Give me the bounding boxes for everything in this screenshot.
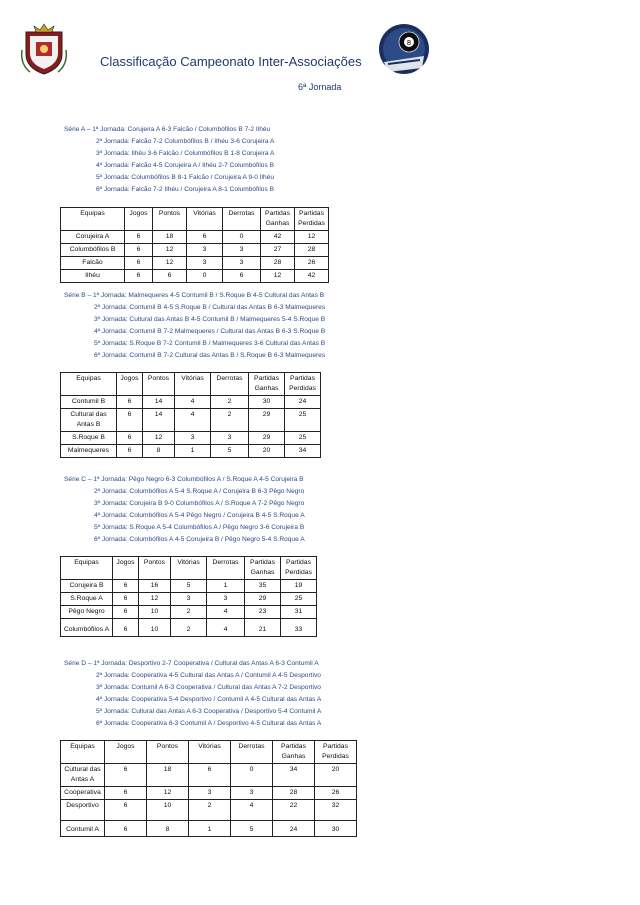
- team-name: Malmequeres: [61, 445, 117, 458]
- cell: 0: [187, 270, 223, 283]
- table-row: [61, 800, 357, 821]
- round-line: Série A – 1ª Jornada: Corujeira A 6-3 Falcão / Columbófilos B 7-2 Ilhéu: [64, 126, 271, 133]
- cell: 10: [139, 619, 171, 637]
- round-line: Série D – 1ª Jornada: Desportivo 2-7 Cooperativa / Cultural das Antas A 6-3 Contumil A: [64, 660, 319, 667]
- cell: 34: [285, 445, 321, 458]
- cell: 4: [207, 606, 245, 619]
- cell: 20: [315, 764, 357, 787]
- cell: 31: [281, 606, 317, 619]
- column-header: Jogos: [113, 557, 139, 580]
- cell: 5: [211, 445, 249, 458]
- table-row: [61, 619, 317, 637]
- cell: 42: [261, 231, 295, 244]
- round-line: 5ª Jornada: S.Roque A 5-4 Columbófilos A / Pêgo Negro 3-6 Corujeira B: [94, 524, 305, 531]
- column-header: Vitórias: [175, 373, 211, 396]
- round-line: 4ª Jornada: Columbófilos A 5-4 Pêgo Negro / Corujeira B 4-5 S.Roque A: [94, 512, 305, 519]
- cell: 25: [285, 409, 321, 432]
- cell: 6: [105, 800, 147, 821]
- cell: 20: [249, 445, 285, 458]
- cell: 34: [273, 764, 315, 787]
- table-row: [61, 432, 321, 445]
- table-row: [61, 409, 321, 432]
- column-header: Derrotas: [231, 741, 273, 764]
- cell: 6: [113, 580, 139, 593]
- round-line: 6ª Jornada: Contumil B 7-2 Cultural das Antas B / S.Roque B 6-3 Malmequeres: [94, 352, 326, 359]
- table-row: [61, 593, 317, 606]
- team-name: Columbófilos B: [61, 244, 125, 257]
- cell: 35: [245, 580, 281, 593]
- cell: 30: [315, 821, 357, 837]
- cell: 6: [125, 257, 153, 270]
- cell: 3: [223, 257, 261, 270]
- cell: 1: [175, 445, 211, 458]
- cell: 14: [143, 409, 175, 432]
- cell: 3: [171, 593, 207, 606]
- round-line: Série B – 1ª Jornada: Malmequeres 4-5 Contumil B / S.Roque B 4-5 Cultural das Antas B: [64, 292, 325, 299]
- team-name: S.Roque B: [61, 432, 117, 445]
- table-header-row: [61, 373, 321, 396]
- round-line: 5ª Jornada: Columbófilos B 8-1 Falcão / Corujeira A 9-0 Ilhéu: [96, 174, 275, 181]
- cell: 6: [125, 244, 153, 257]
- cell: 6: [125, 231, 153, 244]
- cell: 12: [139, 593, 171, 606]
- team-name: Corujeira A: [61, 231, 125, 244]
- cell: 18: [147, 764, 189, 787]
- cell: 27: [261, 244, 295, 257]
- cell: 24: [273, 821, 315, 837]
- table-header-row: [61, 741, 357, 764]
- column-header: Pontos: [139, 557, 171, 580]
- table-row: [61, 606, 317, 619]
- cell: 29: [249, 432, 285, 445]
- table-row: [61, 231, 329, 244]
- round-line: 3ª Jornada: Ilhéu 3-6 Falcão / Columbófilos B 1-8 Corujeira A: [96, 150, 275, 157]
- round-line: 6ª Jornada: Falcão 7-2 Ilhéu / Corujeira A 8-1 Columbófilos B: [96, 186, 275, 193]
- round-line: 3ª Jornada: Corujeira B 9-0 Columbófilos A / S.Roque A 7-2 Pêgo Negro: [94, 500, 305, 507]
- column-header: Partidas Ganhas: [249, 373, 285, 396]
- page-title: Classificação Campeonato Inter-Associações: [100, 54, 362, 69]
- cell: 4: [175, 409, 211, 432]
- round-line: 3ª Jornada: Cultural das Antas B 4-5 Contumil B / Malmequeres 5-4 S.Roque B: [94, 316, 326, 323]
- cell: 30: [249, 396, 285, 409]
- cell: 6: [223, 270, 261, 283]
- column-header: Derrotas: [223, 208, 261, 231]
- cell: 4: [175, 396, 211, 409]
- cell: 8: [147, 821, 189, 837]
- column-header: Partidas Perdidas: [285, 373, 321, 396]
- cell: 2: [171, 606, 207, 619]
- cell: 14: [143, 396, 175, 409]
- cell: 29: [249, 409, 285, 432]
- table-row: [61, 580, 317, 593]
- table-row: [61, 257, 329, 270]
- team-name: Ilhéu: [61, 270, 125, 283]
- cell: 6: [117, 445, 143, 458]
- cell: 6: [105, 764, 147, 787]
- cell: 6: [113, 593, 139, 606]
- team-name: Falcão: [61, 257, 125, 270]
- team-name: Desportivo: [61, 800, 105, 821]
- cell: 24: [285, 396, 321, 409]
- table-header-row: [61, 557, 317, 580]
- cell: 2: [171, 619, 207, 637]
- cell: 19: [281, 580, 317, 593]
- cell: 6: [125, 270, 153, 283]
- round-line: 2ª Jornada: Falcão 7-2 Columbófilos B / Ilhéu 3-6 Corujeira A: [96, 138, 275, 145]
- team-name: Pêgo Negro: [61, 606, 113, 619]
- table-row: [61, 244, 329, 257]
- column-header: Jogos: [117, 373, 143, 396]
- series-b-standings-table: [60, 372, 321, 458]
- cell: 12: [261, 270, 295, 283]
- cell: 23: [245, 606, 281, 619]
- cell: 3: [187, 257, 223, 270]
- cell: 6: [153, 270, 187, 283]
- cell: 6: [117, 432, 143, 445]
- round-line: 2ª Jornada: Cooperativa 4-5 Cultural das Antas A / Contumil A 4-5 Desportivo: [96, 672, 321, 679]
- cell: 10: [147, 800, 189, 821]
- cell: 22: [273, 800, 315, 821]
- column-header: Equipas: [61, 741, 105, 764]
- cell: 28: [273, 787, 315, 800]
- round-line: 2ª Jornada: Columbófilos A 5-4 S.Roque A / Corujeira B 6-3 Pêgo Negro: [94, 488, 305, 495]
- cell: 0: [231, 764, 273, 787]
- column-header: Equipas: [61, 557, 113, 580]
- cell: 6: [117, 409, 143, 432]
- series-a-standings-table: [60, 207, 329, 283]
- cell: 12: [147, 787, 189, 800]
- cell: 12: [153, 257, 187, 270]
- cell: 3: [231, 787, 273, 800]
- cell: 3: [223, 244, 261, 257]
- team-name: Cultural das Antas A: [61, 764, 105, 787]
- cell: 18: [153, 231, 187, 244]
- cell: 3: [175, 432, 211, 445]
- club-crest-logo: [20, 20, 68, 76]
- column-header: Equipas: [61, 208, 125, 231]
- column-header: Equipas: [61, 373, 117, 396]
- table-row: [61, 270, 329, 283]
- cell: 6: [113, 619, 139, 637]
- cell: 2: [211, 396, 249, 409]
- table-header-row: [61, 208, 329, 231]
- round-line: 6ª Jornada: Columbófilos A 4-5 Corujeira B / Pêgo Negro 5-4 S.Roque A: [94, 536, 305, 543]
- column-header: Partidas Perdidas: [295, 208, 329, 231]
- cell: 12: [295, 231, 329, 244]
- cell: 6: [117, 396, 143, 409]
- cell: 26: [315, 787, 357, 800]
- cell: 21: [245, 619, 281, 637]
- round-line: 4ª Jornada: Falcão 4-5 Corujeira A / Ilhéu 2-7 Columbófilos B: [96, 162, 275, 169]
- svg-text:8: 8: [406, 39, 412, 47]
- column-header: Jogos: [125, 208, 153, 231]
- billiard-ball-logo: [376, 22, 432, 76]
- cell: 1: [207, 580, 245, 593]
- round-subtitle: 6ª Jornada: [298, 82, 342, 92]
- column-header: Pontos: [147, 741, 189, 764]
- cell: 1: [189, 821, 231, 837]
- column-header: Vitórias: [187, 208, 223, 231]
- table-row: [61, 396, 321, 409]
- round-line: 6ª Jornada: Cooperativa 6-3 Contumil A / Desportivo 4-5 Cultural das Antas A: [96, 720, 322, 727]
- table-row: [61, 821, 357, 837]
- cell: 29: [245, 593, 281, 606]
- cell: 10: [139, 606, 171, 619]
- column-header: Derrotas: [211, 373, 249, 396]
- team-name: Contumil A: [61, 821, 105, 837]
- cell: 2: [211, 409, 249, 432]
- round-line: 2ª Jornada: Contumil B 4-5 S.Roque B / Cultural das Antas B 6-3 Malmequeres: [94, 304, 326, 311]
- cell: 3: [211, 432, 249, 445]
- cell: 6: [113, 606, 139, 619]
- round-line: 5ª Jornada: S.Roque B 7-2 Contumil B / Malmequeres 3-6 Cultural das Antas B: [94, 340, 326, 347]
- table-row: [61, 787, 357, 800]
- cell: 5: [171, 580, 207, 593]
- cell: 2: [189, 800, 231, 821]
- cell: 3: [187, 244, 223, 257]
- cell: 5: [231, 821, 273, 837]
- cell: 42: [295, 270, 329, 283]
- round-line: 4ª Jornada: Cooperativa 5-4 Desportivo / Contumil A 4-5 Cultural das Antas A: [96, 696, 322, 703]
- table-row: [61, 445, 321, 458]
- column-header: Partidas Ganhas: [273, 741, 315, 764]
- team-name: Columbófilos A: [61, 619, 113, 637]
- cell: 0: [223, 231, 261, 244]
- column-header: Partidas Perdidas: [281, 557, 317, 580]
- cell: 12: [153, 244, 187, 257]
- round-line: Série C – 1ª Jornada: Pêgo Negro 6-3 Columbófilos A / S.Roque A 4-5 Corujeira B: [64, 476, 304, 483]
- cell: 6: [105, 787, 147, 800]
- series-d-standings-table: [60, 740, 357, 837]
- column-header: Partidas Perdidas: [315, 741, 357, 764]
- cell: 28: [295, 244, 329, 257]
- team-name: Cultural das Antas B: [61, 409, 117, 432]
- column-header: Partidas Ganhas: [261, 208, 295, 231]
- column-header: Vitórias: [189, 741, 231, 764]
- round-line: 5ª Jornada: Cultural das Antas A 6-3 Cooperativa / Desportivo 5-4 Contumil A: [96, 708, 322, 715]
- cell: 26: [295, 257, 329, 270]
- column-header: Pontos: [143, 373, 175, 396]
- cell: 28: [261, 257, 295, 270]
- column-header: Pontos: [153, 208, 187, 231]
- team-name: Corujeira B: [61, 580, 113, 593]
- cell: 4: [231, 800, 273, 821]
- team-name: Contumil B: [61, 396, 117, 409]
- series-c-standings-table: [60, 556, 317, 637]
- column-header: Jogos: [105, 741, 147, 764]
- cell: 6: [189, 764, 231, 787]
- column-header: Derrotas: [207, 557, 245, 580]
- cell: 8: [143, 445, 175, 458]
- column-header: Partidas Ganhas: [245, 557, 281, 580]
- cell: 6: [105, 821, 147, 837]
- cell: 4: [207, 619, 245, 637]
- cell: 6: [187, 231, 223, 244]
- round-line: 4ª Jornada: Contumil B 7-2 Malmequeres / Cultural das Antas B 6-3 S.Roque B: [94, 328, 326, 335]
- cell: 33: [281, 619, 317, 637]
- cell: 16: [139, 580, 171, 593]
- table-row: [61, 764, 357, 787]
- cell: 25: [285, 432, 321, 445]
- cell: 3: [207, 593, 245, 606]
- column-header: Vitórias: [171, 557, 207, 580]
- round-line: 3ª Jornada: Contumil A 6-3 Cooperativa / Cultural das Antas A 7-2 Desportivo: [96, 684, 321, 691]
- team-name: S.Roque A: [61, 593, 113, 606]
- team-name: Cooperativa: [61, 787, 105, 800]
- cell: 32: [315, 800, 357, 821]
- cell: 3: [189, 787, 231, 800]
- cell: 12: [143, 432, 175, 445]
- cell: 25: [281, 593, 317, 606]
